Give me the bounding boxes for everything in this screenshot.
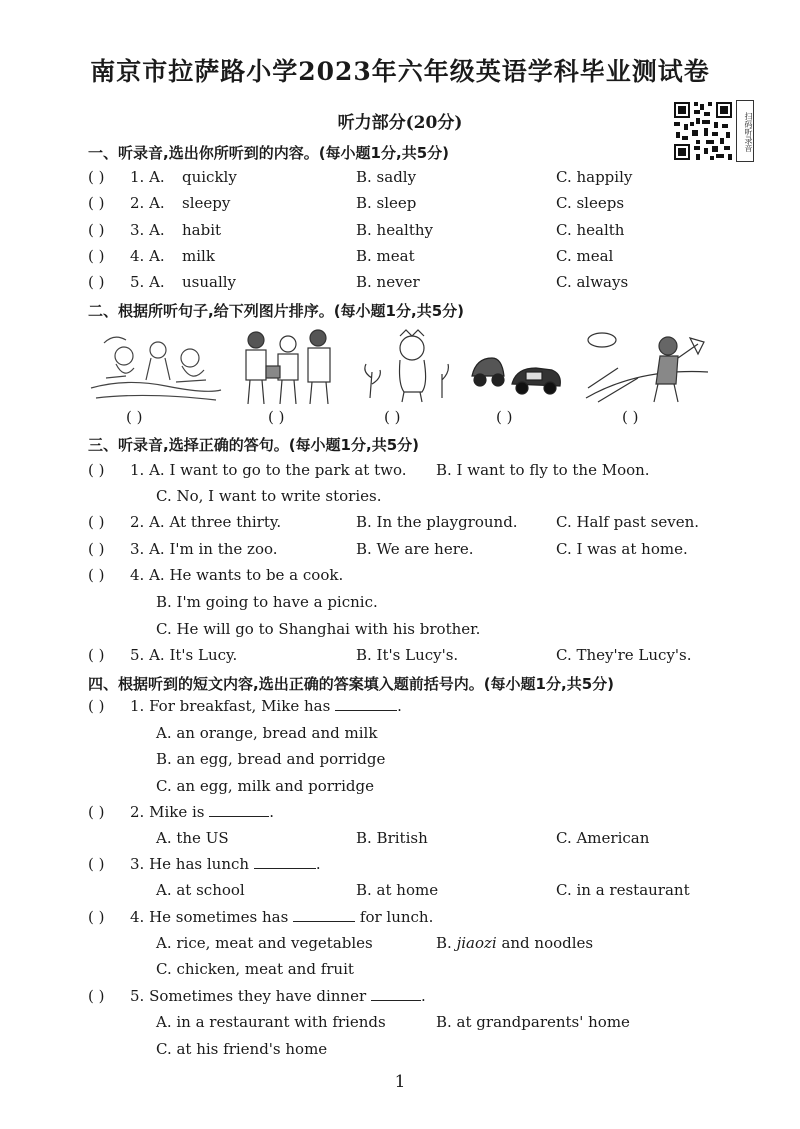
option-a: A. the US [156,829,229,847]
question-text: 2. Mike is [130,803,205,821]
question-text: 3. He has lunch [130,855,250,873]
answer-bracket[interactable]: ( ) [88,168,105,186]
option-a: habit [182,221,222,239]
qr-block[interactable] [672,100,754,166]
option-b: B. sadly [356,168,417,186]
qr-label: 扫码听录音 [736,100,754,162]
question-number: 2. A. [130,194,165,212]
option-a: 4. A. He wants to be a cook. [130,566,344,584]
section-2-heading: 二、根据所听句子,给下列图片排序。(每小题1分,共5分) [88,302,464,320]
option-b-prefix: B. [436,934,457,952]
fill-blank[interactable] [371,1000,421,1001]
answer-bracket[interactable]: ( ) [88,194,105,212]
option-c: C. I was at home. [556,540,688,558]
question-text: 1. For breakfast, Mike has [130,697,331,715]
option-a: 3. A. I'm in the zoo. [130,540,278,558]
picture-order-bracket-2[interactable]: ( ) [268,408,285,426]
option-c: C. chicken, meat and fruit [156,960,354,978]
option-b-suffix: and noodles [496,934,594,952]
answer-bracket[interactable]: ( ) [88,987,105,1005]
answer-bracket[interactable]: ( ) [88,697,105,715]
exam-title: 南京市拉萨路小学2023年六年级英语学科毕业测试卷 [90,57,710,86]
toy-cars-icon [466,328,566,406]
picture-order-bracket-5[interactable]: ( ) [622,408,639,426]
answer-bracket[interactable]: ( ) [88,908,105,926]
section-4-heading: 四、根据听到的短文内容,选出正确的答案填入题前括号内。(每小题1分,共5分) [88,675,614,693]
option-c: C. in a restaurant [556,881,690,899]
option-a: A. rice, meat and vegetables [156,934,373,952]
option-c: C. He will go to Shanghai with his brother. [156,620,481,638]
option-c: C. health [556,221,625,239]
answer-bracket[interactable]: ( ) [88,540,105,558]
page-number: 1 [394,1072,406,1092]
section-1-heading: 一、听录音,选出你所听到的内容。(每小题1分,共5分) [88,144,449,162]
kite-boy-icon [578,328,714,406]
option-b: B. an egg, bread and porridge [156,750,386,768]
picnic-scene-icon [86,328,226,406]
question-stem: 1. For breakfast, Mike has . [130,697,402,715]
option-b: B. I want to fly to the Moon. [436,461,650,479]
question-tail: for lunch. [359,908,434,926]
answer-bracket[interactable]: ( ) [88,855,105,873]
option-c: C. meal [556,247,614,265]
answer-bracket[interactable]: ( ) [88,247,105,265]
option-b: B. It's Lucy's. [356,646,459,664]
option-b: B. at grandparents' home [436,1013,630,1031]
option-b: B. We are here. [356,540,474,558]
option-c: C. No, I want to write stories. [156,487,382,505]
picture-order-bracket-4[interactable]: ( ) [496,408,513,426]
option-b: B. healthy [356,221,433,239]
option-b: B. In the playground. [356,513,518,531]
option-c: C. at his friend's home [156,1040,328,1058]
option-a: 1. A. I want to go to the park at two. [130,461,407,479]
question-text: 4. He sometimes has [130,908,289,926]
option-c: C. American [556,829,650,847]
question-stem: 2. Mike is . [130,803,275,821]
question-stem: 3. He has lunch . [130,855,321,873]
question-number: 4. A. [130,247,165,265]
children-group-icon [236,328,336,406]
question-stem: 5. Sometimes they have dinner . [130,987,426,1005]
question-stem [130,908,433,926]
answer-bracket[interactable]: ( ) [88,273,105,291]
option-c: C. Half past seven. [556,513,700,531]
option-a: A. an orange, bread and milk [156,724,378,742]
option-a: A. at school [156,881,245,899]
answer-bracket[interactable]: ( ) [88,221,105,239]
fill-blank[interactable] [254,868,316,869]
answer-bracket[interactable]: ( ) [88,566,105,584]
question-text: 5. Sometimes they have dinner [130,987,367,1005]
option-a: usually [182,273,237,291]
option-b: B. British [356,829,428,847]
answer-bracket[interactable]: ( ) [88,803,105,821]
fill-blank[interactable] [293,921,355,922]
section-3-heading: 三、听录音,选择正确的答句。(每小题1分,共5分) [88,436,419,454]
fill-blank[interactable] [335,710,397,711]
option-a: 2. A. At three thirty. [130,513,282,531]
answer-bracket[interactable]: ( ) [88,461,105,479]
fill-blank[interactable] [209,816,269,817]
option-c: C. always [556,273,629,291]
option-b: B. sleep [356,194,417,212]
option-a: A. in a restaurant with friends [156,1013,386,1031]
option-b-italic: jiaozi [456,934,497,952]
option-a: sleepy [182,194,231,212]
question-number: 1. A. [130,168,165,186]
listening-subtitle: 听力部分(20分) [337,113,463,133]
option-a: milk [182,247,215,265]
option-b: B. at home [356,881,439,899]
option-b [436,934,593,952]
question-number: 5. A. [130,273,165,291]
option-c: C. happily [556,168,633,186]
option-b: B. never [356,273,420,291]
answer-bracket[interactable]: ( ) [88,646,105,664]
option-a: quickly [182,168,237,186]
option-c: C. They're Lucy's. [556,646,692,664]
picture-order-bracket-1[interactable]: ( ) [126,408,143,426]
option-a: 5. A. It's Lucy. [130,646,238,664]
cat-plant-icon [358,328,454,406]
question-number: 3. A. [130,221,165,239]
qr-code-icon[interactable] [672,100,734,162]
option-c: C. sleeps [556,194,625,212]
answer-bracket[interactable]: ( ) [88,513,105,531]
option-c: C. an egg, milk and porridge [156,777,374,795]
picture-order-bracket-3[interactable]: ( ) [384,408,401,426]
option-b: B. meat [356,247,415,265]
picture-row [86,328,716,406]
option-b: B. I'm going to have a picnic. [156,593,378,611]
